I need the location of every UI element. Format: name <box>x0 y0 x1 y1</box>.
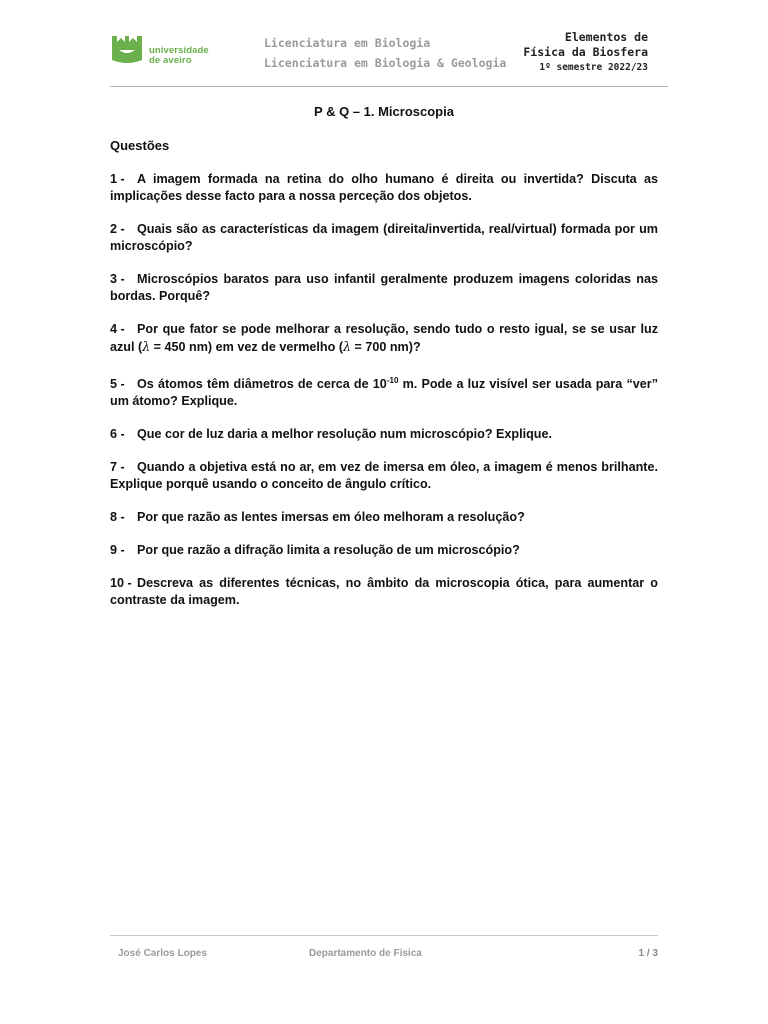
question-number: 7 - <box>110 460 125 475</box>
question-number: 8 - <box>110 510 125 525</box>
course-name-line1: Elementos de <box>564 30 648 44</box>
course-name <box>523 30 648 75</box>
question-text: Quando a objetiva está no ar, em vez de imersa em óleo, a imagem é menos brilhante. Explique porquê usando o conceito de ângulo crítico. <box>110 460 658 492</box>
page-title: P & Q – 1. Microscopia <box>314 104 454 119</box>
footer-department: Departamento de Física <box>309 948 422 959</box>
question-number: 2 - <box>110 222 125 236</box>
question-text: m. Pode a luz visível ser usada para “ver” um átomo? Explique. <box>110 377 658 409</box>
program-1: Licenciatura em Biologia <box>264 36 431 50</box>
question-list <box>110 171 658 625</box>
university-crest-icon <box>110 32 144 66</box>
question-text: Por que razão a difração limita a resolução de um microscópio? <box>137 543 520 558</box>
question-text: Descreva as diferentes técnicas, no âmbito da microscopia ótica, para aumentar o contraste da imagem. <box>110 576 658 608</box>
logo-text-line2: de aveiro <box>149 55 192 66</box>
program-2: Licenciatura em Biologia & Geologia <box>264 56 507 70</box>
question-text: = 450 nm) em vez de vermelho ( <box>150 340 344 354</box>
university-logo <box>110 32 220 68</box>
question-text: Microscópios baratos para uso infantil geralmente produzem imagens coloridas nas bordas. Porquê? <box>110 272 658 303</box>
question-10 <box>110 575 658 609</box>
question-6 <box>110 426 658 443</box>
question-4 <box>110 321 658 356</box>
question-number: 5 - <box>110 377 125 392</box>
question-number: 6 - <box>110 427 125 442</box>
question-text: Os átomos têm diâmetros de cerca de 10 <box>137 377 387 392</box>
course-name-line2: Física da Biosfera <box>523 45 648 59</box>
lambda-symbol: λ <box>142 339 151 354</box>
footer-author: José Carlos Lopes <box>118 948 207 959</box>
question-number: 9 - <box>110 543 125 558</box>
exponent: -10 <box>386 376 399 385</box>
question-text: A imagem formada na retina do olho humano é direita ou invertida? Discuta as implicações desse facto para a nossa perceção dos objetos. <box>110 172 658 203</box>
question-text: Por que fator se pode melhorar a resolução, sendo tudo o resto igual, se se usar luz azul ( <box>110 322 658 354</box>
section-heading: Questões <box>110 138 170 153</box>
question-7 <box>110 459 658 493</box>
question-text: Que cor de luz daria a melhor resolução num microscópio? Explique. <box>137 427 552 442</box>
question-5 <box>110 372 658 410</box>
question-number: 10 - <box>110 576 132 591</box>
question-text: Quais são as características da imagem (direita/invertida, real/virtual) formada por um microscópio? <box>110 222 658 253</box>
question-3 <box>110 271 658 305</box>
question-text: Por que razão as lentes imersas em óleo melhoram a resolução? <box>137 510 525 525</box>
program-list <box>264 33 506 73</box>
footer-divider <box>110 935 658 936</box>
logo-text-line1: universidade <box>149 45 209 56</box>
question-number: 1 - <box>110 172 125 186</box>
question-8 <box>110 509 658 526</box>
semester: 1º semestre 2022/23 <box>539 62 648 73</box>
question-number: 4 - <box>110 322 125 336</box>
lambda-symbol: λ <box>343 339 351 354</box>
question-1 <box>110 171 658 205</box>
question-9 <box>110 542 658 559</box>
header-divider <box>110 86 668 87</box>
page-number: 1 / 3 <box>638 948 658 959</box>
question-text: = 700 nm)? <box>351 340 421 354</box>
question-2 <box>110 221 658 255</box>
question-number: 3 - <box>110 272 125 286</box>
